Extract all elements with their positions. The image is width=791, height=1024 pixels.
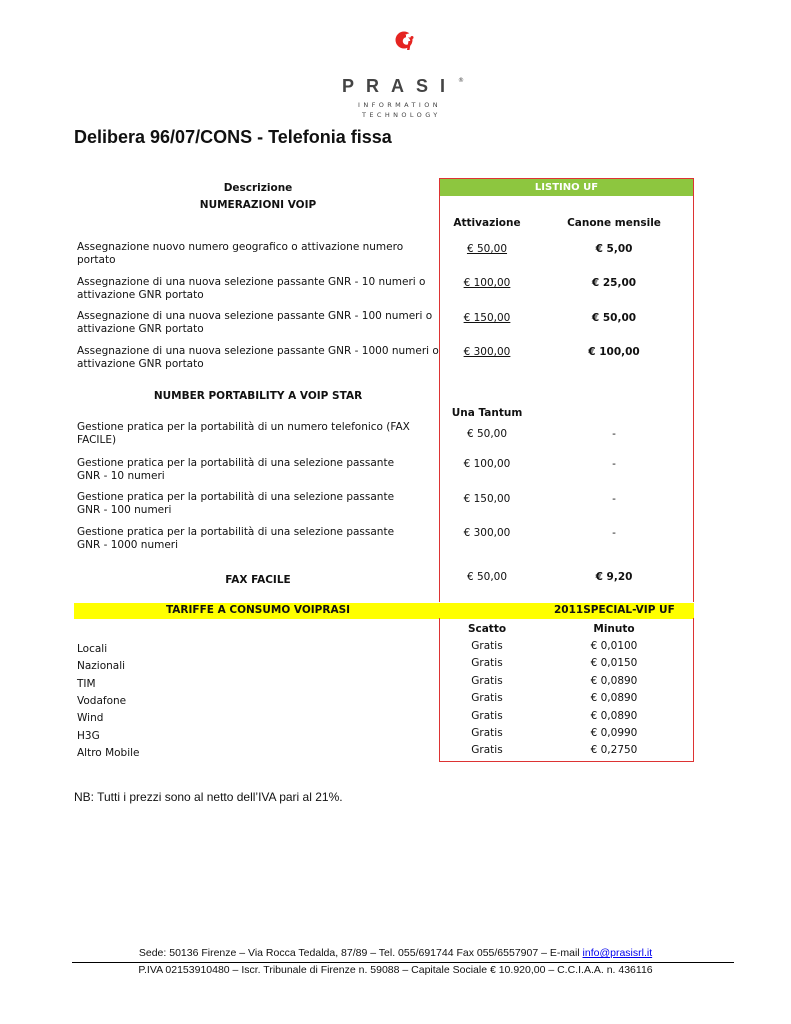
tariffe-row-name: H3G [77, 730, 100, 742]
voip-row-attivazione: € 50,00 [466, 243, 508, 255]
section-numerazioni-voip: NUMERAZIONI VOIP [199, 199, 317, 211]
tariffe-row-name: Locali [77, 643, 108, 655]
tariffe-row-scatto: Gratis [471, 727, 503, 739]
tariffe-row-scatto: Gratis [471, 675, 503, 687]
iva-note: NB: Tutti i prezzi sono al netto dell’IVA pari al 21%. [74, 790, 343, 804]
portability-row-desc: Gestione pratica per la portabilità di una selezione passante GNR - 1000 numeri [77, 526, 395, 551]
una-tantum-header: Una Tantum [451, 407, 523, 419]
tariffe-row-minuto: € 0,2750 [590, 744, 638, 756]
portability-row-price: € 300,00 [463, 527, 511, 539]
section-number-portability: NUMBER PORTABILITY A VOIP STAR [153, 390, 363, 402]
portability-row-desc: Gestione pratica per la portabilità di un numero telefonico (FAX FACILE) [77, 421, 410, 446]
footer-address: Sede: 50136 Firenze – Via Rocca Tedalda, 87/89 – Tel. 055/691744 Fax 055/6557907 – E-mail info@prasisrl.it [138, 947, 653, 959]
logo-wordmark: PRASI [342, 76, 458, 96]
descrizione-header: Descrizione [223, 182, 293, 194]
portability-row-price: € 50,00 [466, 428, 508, 440]
tariffe-plan: 2011SPECIAL-VIP UF [554, 604, 675, 616]
voip-row-desc: Assegnazione nuovo numero geografico o attivazione numero portato [77, 241, 404, 266]
attivazione-header: Attivazione [453, 217, 521, 229]
portability-row-desc: Gestione pratica per la portabilità di una selezione passante GNR - 100 numeri [77, 491, 395, 516]
tariffe-row-name: Vodafone [77, 695, 127, 707]
scatto-header: Scatto [467, 623, 507, 635]
voip-row-attivazione: € 300,00 [463, 346, 511, 358]
voip-row-canone: € 50,00 [591, 312, 637, 324]
footer-email-link[interactable]: info@prasisrl.it [582, 947, 653, 959]
portability-row-dash: - [612, 428, 616, 440]
tariffe-row-minuto: € 0,0150 [590, 657, 638, 669]
tariffe-row-minuto: € 0,0100 [590, 640, 638, 652]
tariffe-row-minuto: € 0,0890 [590, 710, 638, 722]
fax-facile-canone: € 9,20 [595, 571, 633, 583]
footer-legal: P.IVA 02153910480 – Iscr. Tribunale di Firenze n. 59088 – Capitale Sociale € 10.920,00 – C.C.I.A.A. n. 436116 [138, 964, 653, 976]
voip-row-desc: Assegnazione di una nuova selezione passante GNR - 100 numeri o attivazione GNR portato [77, 310, 433, 335]
tariffe-row-scatto: Gratis [471, 744, 503, 756]
tariffe-row-name: Altro Mobile [77, 747, 140, 759]
voip-row-attivazione: € 150,00 [463, 312, 511, 324]
voip-row-attivazione: € 100,00 [463, 277, 511, 289]
fax-facile-price: € 50,00 [466, 571, 508, 583]
portability-row-price: € 150,00 [463, 493, 511, 505]
portability-row-dash: - [612, 458, 616, 470]
minuto-header: Minuto [593, 623, 635, 635]
tariffe-label: TARIFFE A CONSUMO VOIPRASI [165, 604, 351, 616]
tariffe-row-name: Nazionali [77, 660, 126, 672]
logo-registered-mark: ® [458, 77, 464, 84]
logo-tagline-2: TECHNOLOGY [362, 111, 441, 119]
tariffe-row-name: Wind [77, 712, 104, 724]
tariffe-row-name: TIM [77, 678, 96, 690]
portability-row-price: € 100,00 [463, 458, 511, 470]
voip-row-desc: Assegnazione di una nuova selezione passante GNR - 1000 numeri o attivazione GNR portato [77, 345, 439, 370]
voip-row-desc: Assegnazione di una nuova selezione passante GNR - 10 numeri o attivazione GNR portato [77, 276, 426, 301]
tariffe-row-scatto: Gratis [471, 692, 503, 704]
tariffe-row-minuto: € 0,0890 [590, 675, 638, 687]
page-title: Delibera 96/07/CONS - Telefonia fissa [74, 127, 392, 147]
portability-row-desc: Gestione pratica per la portabilità di una selezione passante GNR - 10 numeri [77, 457, 395, 482]
tariffe-row-scatto: Gratis [471, 657, 503, 669]
tariffe-row-scatto: Gratis [471, 710, 503, 722]
footer-divider [72, 962, 734, 963]
voip-row-canone: € 25,00 [591, 277, 637, 289]
fax-facile-label: FAX FACILE [225, 574, 291, 586]
prasi-logo-mark [340, 30, 480, 76]
listino-header: LISTINO UF [440, 179, 693, 196]
tariffe-row-minuto: € 0,0890 [590, 692, 638, 704]
canone-header: Canone mensile [567, 217, 661, 229]
portability-row-dash: - [612, 527, 616, 539]
voip-row-canone: € 5,00 [595, 243, 633, 255]
logo-tagline-1: INFORMATION [358, 101, 441, 109]
voip-row-canone: € 100,00 [588, 346, 640, 358]
portability-row-dash: - [612, 493, 616, 505]
tariffe-row-minuto: € 0,0990 [590, 727, 638, 739]
tariffe-row-scatto: Gratis [471, 640, 503, 652]
